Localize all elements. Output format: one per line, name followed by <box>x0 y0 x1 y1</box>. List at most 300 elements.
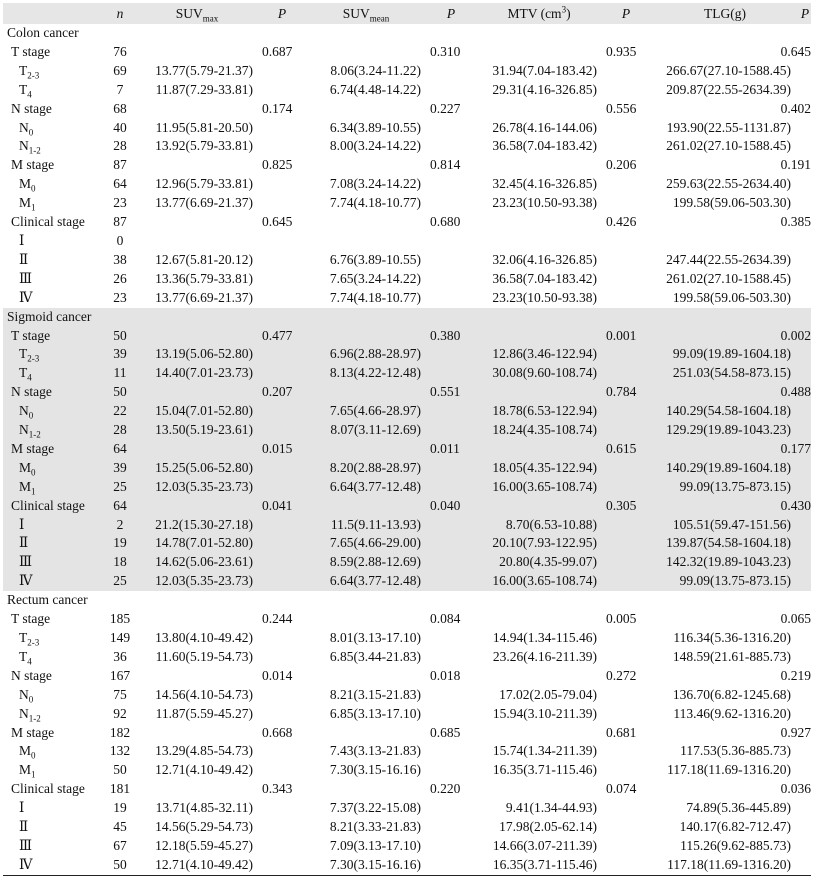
cell-p-tlg <box>780 156 811 175</box>
cell-p-suvmean <box>425 553 477 572</box>
cell-p-mtv: 0.272 <box>606 667 637 683</box>
cell-p-suvmean: 0.018 <box>430 667 461 683</box>
cell-p-tlg <box>799 459 811 478</box>
cell-p-tlg <box>799 648 811 667</box>
table-row <box>3 119 811 138</box>
cell-p-mtv <box>601 459 651 478</box>
cell-n: 75 <box>113 686 127 702</box>
cell-tlg: 140.29(19.89-1604.18) <box>666 459 791 475</box>
cell-suvmean <box>307 780 425 799</box>
cell-p-suvmax <box>257 705 307 724</box>
row-label: $T_{2-3}$ <box>19 630 40 648</box>
cell-suvmean <box>307 724 425 743</box>
row-label: $M_0$ <box>19 743 36 762</box>
cell-p-tlg <box>799 232 811 251</box>
cell-n: 67 <box>113 837 127 853</box>
table-row <box>3 534 811 553</box>
cell-tlg: 247.44(22.55-2634.39) <box>666 251 791 267</box>
cell-suvmax: 11.95(5.81-20.50) <box>155 119 253 135</box>
row-label: T stage <box>11 611 51 627</box>
cell-p-suvmean: 0.310 <box>430 43 461 59</box>
cell-p-tlg <box>799 837 811 856</box>
cell-p-suvmean <box>425 648 477 667</box>
cell-n: 182 <box>109 724 131 740</box>
cell-p-suvmean <box>425 629 477 648</box>
cell-p-tlg <box>799 289 811 308</box>
cell-p-mtv: 0.681 <box>606 724 637 740</box>
cell-p-mtv <box>601 137 651 156</box>
cell-p-mtv <box>601 62 651 81</box>
cell-mtv: 32.45(4.16-326.85) <box>492 176 597 192</box>
cell-n: 92 <box>113 705 127 721</box>
group-row <box>3 100 811 119</box>
cell-mtv <box>477 156 601 175</box>
cell-suvmax: 12.71(4.10-49.42) <box>155 762 253 778</box>
cell-p-suvmean <box>425 837 477 856</box>
cell-suvmax: 13.77(6.69-21.37) <box>155 289 253 305</box>
row-label: $N_0$ <box>19 119 34 138</box>
group-row <box>3 667 811 686</box>
cell-p-mtv: 0.556 <box>606 100 637 116</box>
cell-p-suvmean <box>425 137 477 156</box>
cell-p-suvmax <box>257 818 307 837</box>
cell-tlg <box>651 610 799 629</box>
cell-mtv <box>477 440 601 459</box>
cell-suvmax: 12.71(4.10-49.42) <box>137 856 257 875</box>
table-row <box>3 81 811 100</box>
row-label: $T_{2-3}$ <box>19 62 40 81</box>
cell-tlg: 115.26(9.62-885.73) <box>680 837 791 853</box>
header-suvmax: $SUV_{max}$ <box>175 6 219 24</box>
cell-tlg: 261.02(27.10-1588.45) <box>666 270 791 286</box>
cell-suvmax <box>137 43 257 62</box>
group-row <box>3 724 811 743</box>
cell-tlg <box>651 213 799 232</box>
cell-n: 50 <box>113 762 127 778</box>
cell-suvmax: 11.60(5.19-54.73) <box>155 648 253 664</box>
cell-suvmean: 7.74(4.18-10.77) <box>329 195 421 211</box>
cell-p-tlg <box>780 383 811 402</box>
cell-p-suvmean <box>425 402 477 421</box>
cell-p-suvmax: 0.343 <box>262 781 293 797</box>
cell-suvmean: 8.21(3.15-21.83) <box>329 686 421 702</box>
cell-mtv: 36.58(7.04-183.42) <box>492 138 597 154</box>
cell-p-mtv <box>601 364 651 383</box>
cell-mtv: 17.02(2.05-79.04) <box>499 686 597 702</box>
cell-p-suvmean <box>425 516 477 535</box>
cell-suvmean: 8.13(4.22-12.48) <box>329 365 421 381</box>
cell-p-suvmax: 0.244 <box>262 611 293 627</box>
cell-suvmean <box>307 383 425 402</box>
cell-p-suvmean <box>425 742 477 761</box>
header-row <box>3 3 811 24</box>
table-body <box>3 24 811 875</box>
cell-p-tlg <box>799 761 811 780</box>
cell-suvmean: 7.74(4.18-10.77) <box>329 289 421 305</box>
row-label: $M_1$ <box>19 762 36 781</box>
cell-p-tlg <box>799 516 811 535</box>
cell-tlg: 199.58(59.06-503.30) <box>672 195 791 211</box>
cell-suvmax: 21.2(15.30-27.18) <box>155 516 253 532</box>
cell-suvmax: 11.87(5.59-45.27) <box>155 705 253 721</box>
cell-tlg <box>651 232 799 251</box>
cell-p-suvmax <box>257 81 307 100</box>
cell-p-suvmax: 0.645 <box>262 214 293 230</box>
cell-p-suvmax <box>257 175 307 194</box>
table-row <box>3 251 811 270</box>
cell-suvmax: 12.67(5.81-20.12) <box>155 251 253 267</box>
cell-p-mtv <box>601 742 651 761</box>
cell-n: 22 <box>113 403 127 419</box>
cell-p-suvmax <box>257 194 307 213</box>
cell-suvmean: 8.07(3.11-12.69) <box>330 422 421 438</box>
cell-mtv: 14.94(1.34-115.46) <box>492 630 597 645</box>
cell-suvmax: 11.87(7.29-33.81) <box>155 81 253 97</box>
cell-p-mtv <box>601 648 651 667</box>
header-p-tlg: P <box>800 6 810 21</box>
cell-suvmean: 7.65(4.66-29.00) <box>329 535 421 551</box>
cell-n: 87 <box>113 214 127 230</box>
cell-tlg: 99.09(13.75-873.15) <box>679 573 791 589</box>
cell-p-suvmean <box>425 345 477 364</box>
row-label: $N_{1-2}$ <box>19 705 41 724</box>
cell-p-tlg <box>799 402 811 421</box>
cell-tlg: 117.18(11.69-1316.20) <box>667 762 791 778</box>
cell-tlg: 140.17(6.82-712.47) <box>679 819 791 835</box>
cell-mtv <box>477 724 601 743</box>
section-row <box>3 591 811 610</box>
cell-tlg <box>651 667 799 686</box>
cell-p-suvmax <box>257 837 307 856</box>
cell-p-tlg <box>799 175 811 194</box>
cell-p-suvmax: 0.687 <box>262 43 293 59</box>
cell-n: 64 <box>113 176 127 192</box>
cell-p-suvmax <box>257 742 307 761</box>
table-row <box>3 799 811 818</box>
cell-n: 18 <box>113 554 127 570</box>
cell-n: 36 <box>113 648 127 664</box>
cell-p-suvmean <box>425 478 477 497</box>
cell-p-suvmax <box>257 137 307 156</box>
cell-suvmean <box>307 232 425 251</box>
cell-mtv: 16.35(3.71-115.46) <box>492 762 597 778</box>
cell-tlg: 199.58(59.06-503.30) <box>672 289 791 305</box>
cell-p-suvmean <box>425 194 477 213</box>
cell-p-tlg <box>780 327 811 346</box>
cell-p-suvmax <box>257 421 307 440</box>
header-p-suvmean: P <box>446 6 456 21</box>
group-row <box>3 780 811 799</box>
cell-suvmax: 13.77(6.69-21.37) <box>155 195 253 211</box>
p-tlg-value: 0.402 <box>780 100 811 116</box>
cell-tlg: 140.29(54.58-1604.18) <box>666 403 791 419</box>
row-label: Ⅰ <box>19 232 25 248</box>
group-row <box>3 156 811 175</box>
table-row <box>3 629 811 648</box>
cell-suvmean: 8.21(3.33-21.83) <box>329 819 421 835</box>
cell-suvmean: 7.30(3.15-16.16) <box>329 762 421 778</box>
cell-p-suvmax <box>257 459 307 478</box>
cell-tlg: 116.34(5.36-1316.20) <box>673 630 791 645</box>
row-label: Ⅲ <box>19 270 33 286</box>
cell-p-tlg <box>799 705 811 724</box>
cell-n: 87 <box>113 157 127 173</box>
cell-p-tlg <box>799 742 811 761</box>
row-label: $T_4$ <box>19 365 32 383</box>
cell-n: 50 <box>113 327 127 343</box>
table-row <box>3 856 811 875</box>
cell-suvmax <box>137 440 257 459</box>
cell-tlg: 148.59(21.61-885.73) <box>672 648 791 664</box>
cell-p-tlg <box>780 780 811 799</box>
cell-mtv: 8.70(6.53-10.88) <box>505 516 597 532</box>
row-label: Ⅱ <box>19 535 29 551</box>
group-row <box>3 383 811 402</box>
cell-p-suvmax <box>257 232 307 251</box>
cell-p-suvmax: 0.825 <box>262 157 293 173</box>
cell-mtv: 20.80(4.35-99.07) <box>499 554 597 570</box>
cell-p-suvmean <box>425 251 477 270</box>
row-label: $T_{2-3}$ <box>19 346 40 365</box>
cell-suvmean: 6.96(2.88-28.97) <box>329 346 421 362</box>
cell-p-suvmean: 0.814 <box>430 157 461 173</box>
cell-p-mtv <box>601 194 651 213</box>
cell-p-suvmean <box>425 81 477 100</box>
p-tlg-value: 0.488 <box>780 384 811 400</box>
table-row <box>3 194 811 213</box>
cell-suvmean <box>307 156 425 175</box>
cell-n: 181 <box>109 781 131 797</box>
cell-n: 7 <box>116 81 124 97</box>
row-label: Ⅲ <box>19 837 33 853</box>
cell-p-tlg <box>799 81 811 100</box>
group-row <box>3 327 811 346</box>
cell-p-suvmean <box>425 62 477 81</box>
cell-p-suvmax <box>257 402 307 421</box>
cell-p-tlg <box>799 818 811 837</box>
cell-p-tlg <box>799 251 811 270</box>
cell-mtv <box>477 232 601 251</box>
cell-p-suvmean <box>425 705 477 724</box>
cell-suvmax: 13.19(5.06-52.80) <box>155 346 253 362</box>
cell-suvmean: 6.34(3.89-10.55) <box>329 119 421 135</box>
cell-n: 11 <box>113 365 127 381</box>
cell-suvmax: 13.29(4.85-54.73) <box>155 743 253 759</box>
table-row <box>3 232 811 251</box>
row-label: $T_4$ <box>19 81 32 100</box>
cell-mtv: 17.98(2.05-62.14) <box>499 819 597 835</box>
cell-suvmean: 7.30(3.15-16.16) <box>307 856 425 875</box>
row-label: Ⅰ <box>19 516 25 532</box>
row-label: $N_{1-2}$ <box>19 422 41 440</box>
table-row <box>3 421 811 440</box>
cell-mtv <box>477 667 601 686</box>
cell-n: 64 <box>113 440 127 456</box>
cell-p-mtv <box>601 81 651 100</box>
group-row <box>3 213 811 232</box>
cell-p-suvmean <box>425 799 477 818</box>
cell-mtv: 16.00(3.65-108.74) <box>492 478 597 494</box>
cell-suvmax: 14.40(7.01-23.73) <box>155 365 253 381</box>
cell-mtv: 36.58(7.04-183.42) <box>492 270 597 286</box>
cell-suvmax: 13.80(4.10-49.42) <box>155 630 253 645</box>
cell-suvmax: 13.50(5.19-23.61) <box>155 422 253 438</box>
cell-p-suvmax <box>257 62 307 81</box>
cell-mtv: 31.94(7.04-183.42) <box>492 62 597 78</box>
cell-tlg: 74.89(5.36-445.89) <box>686 800 791 816</box>
cell-suvmax: 13.36(5.79-33.81) <box>155 270 253 286</box>
cell-n: 40 <box>113 119 127 135</box>
cell-p-suvmean <box>425 175 477 194</box>
cell-mtv <box>477 610 601 629</box>
cell-suvmax <box>137 383 257 402</box>
cell-p-tlg <box>780 213 811 232</box>
cell-suvmean <box>307 327 425 346</box>
cell-p-suvmean: 0.227 <box>430 100 461 116</box>
cell-n: 26 <box>113 270 127 286</box>
cell-p-mtv <box>601 516 651 535</box>
row-label: $M_1$ <box>19 478 36 497</box>
section-row <box>3 308 811 327</box>
cell-mtv: 20.10(7.93-122.95) <box>492 535 597 551</box>
cell-n: 149 <box>109 630 131 645</box>
cell-p-suvmax <box>257 534 307 553</box>
cell-tlg: 129.29(19.89-1043.23) <box>666 422 791 438</box>
cell-p-mtv <box>601 629 651 648</box>
cell-p-suvmax: 0.668 <box>262 724 293 740</box>
cell-p-suvmean <box>425 421 477 440</box>
table-row <box>3 705 811 724</box>
cell-p-suvmax <box>257 686 307 705</box>
p-tlg-value: 0.065 <box>780 611 811 627</box>
p-tlg-value: 0.177 <box>780 440 811 456</box>
cell-p-tlg <box>799 364 811 383</box>
cell-p-tlg <box>780 43 811 62</box>
cell-tlg <box>651 100 799 119</box>
cell-suvmax <box>137 780 257 799</box>
cell-suvmean: 6.74(4.48-14.22) <box>329 81 421 97</box>
cell-mtv <box>477 327 601 346</box>
cell-n: 23 <box>113 289 127 305</box>
cell-p-tlg <box>780 497 811 516</box>
cell-suvmean: 6.76(3.89-10.55) <box>329 251 421 267</box>
cell-n: 167 <box>109 667 131 683</box>
group-row <box>3 610 811 629</box>
header-tlg: TLG(g) <box>704 6 746 21</box>
cell-suvmax: 15.25(5.06-52.80) <box>155 459 253 475</box>
row-label: Ⅱ <box>19 819 29 835</box>
cell-n: 28 <box>113 422 127 438</box>
cell-mtv: 15.94(3.10-211.39) <box>492 705 597 721</box>
cell-p-suvmean <box>425 232 477 251</box>
row-label: $N_0$ <box>19 403 34 421</box>
cell-mtv: 9.41(1.34-44.93) <box>505 800 597 816</box>
cell-mtv <box>477 100 601 119</box>
row-label: $M_0$ <box>19 176 36 194</box>
cell-mtv <box>477 780 601 799</box>
cell-tlg: 266.67(27.10-1588.45) <box>666 62 791 78</box>
cell-suvmax <box>137 232 257 251</box>
cell-p-suvmax <box>257 553 307 572</box>
table-row <box>3 289 811 308</box>
cell-p-suvmean: 0.220 <box>430 781 461 797</box>
p-tlg-value: 0.645 <box>780 43 811 59</box>
table-row <box>3 175 811 194</box>
cell-tlg <box>651 327 799 346</box>
table-row <box>3 270 811 289</box>
cell-p-suvmax <box>257 648 307 667</box>
cell-p-suvmean: 0.680 <box>430 214 461 230</box>
cell-n: 39 <box>113 346 127 362</box>
cell-p-mtv: 0.206 <box>606 157 637 173</box>
cell-p-tlg <box>799 270 811 289</box>
cell-p-mtv <box>601 119 651 138</box>
cell-n: 19 <box>113 800 127 816</box>
cell-p-suvmean <box>425 572 477 591</box>
cell-p-tlg <box>799 478 811 497</box>
row-label: N stage <box>11 667 52 683</box>
cell-tlg: 142.32(19.89-1043.23) <box>666 554 791 570</box>
row-label: $N_{1-2}$ <box>19 138 41 157</box>
table-row <box>3 686 811 705</box>
table-row <box>3 345 811 364</box>
cell-p-suvmean <box>425 119 477 138</box>
cell-p-suvmean <box>425 761 477 780</box>
header-suvmean: $SUV_{mean}$ <box>342 6 390 24</box>
cell-p-suvmax: 0.041 <box>262 497 293 513</box>
cell-p-suvmean: 0.551 <box>430 384 461 400</box>
cell-suvmax: 13.92(5.79-33.81) <box>155 138 253 154</box>
cell-p-tlg <box>799 421 811 440</box>
cell-mtv: 32.06(4.16-326.85) <box>492 251 597 267</box>
cell-suvmean: 8.20(2.88-28.97) <box>329 459 421 475</box>
cell-suvmax <box>137 497 257 516</box>
cell-p-mtv: 0.784 <box>606 384 637 400</box>
row-label: Ⅰ <box>19 800 25 816</box>
cell-tlg: 99.09(13.75-873.15) <box>679 478 791 494</box>
cell-p-suvmean <box>425 856 477 875</box>
cell-p-suvmean <box>425 534 477 553</box>
table-row <box>3 62 811 81</box>
cell-p-tlg <box>799 62 811 81</box>
cell-suvmean: 7.37(3.22-15.08) <box>329 800 421 816</box>
cell-suvmean <box>307 667 425 686</box>
cell-p-tlg <box>799 345 811 364</box>
cell-p-mtv <box>601 251 651 270</box>
row-label: M stage <box>11 157 55 173</box>
cell-p-suvmean: 0.380 <box>430 327 461 343</box>
cell-p-mtv <box>601 553 651 572</box>
cell-mtv: 26.78(4.16-144.06) <box>492 119 597 135</box>
header-mtv: MTV $(cm^3)$ <box>507 4 571 21</box>
cell-p-suvmean: 0.084 <box>430 611 461 627</box>
cell-p-suvmean <box>425 289 477 308</box>
cell-p-tlg <box>799 534 811 553</box>
cell-suvmean: 8.01(3.13-17.10) <box>329 630 421 645</box>
cell-p-tlg <box>799 686 811 705</box>
cell-mtv: 15.74(1.34-211.39) <box>492 743 597 759</box>
cell-mtv: 18.24(4.35-108.74) <box>492 422 597 438</box>
cell-n: 2 <box>116 516 124 532</box>
cell-n: 45 <box>113 819 127 835</box>
cell-suvmean: 6.85(3.13-17.10) <box>329 705 421 721</box>
cell-p-suvmax: 0.015 <box>262 440 293 456</box>
cell-tlg <box>651 156 799 175</box>
row-label: M stage <box>11 440 55 456</box>
cell-p-suvmean <box>425 364 477 383</box>
cell-tlg: 251.03(54.58-873.15) <box>672 365 791 381</box>
cell-p-suvmax <box>257 270 307 289</box>
